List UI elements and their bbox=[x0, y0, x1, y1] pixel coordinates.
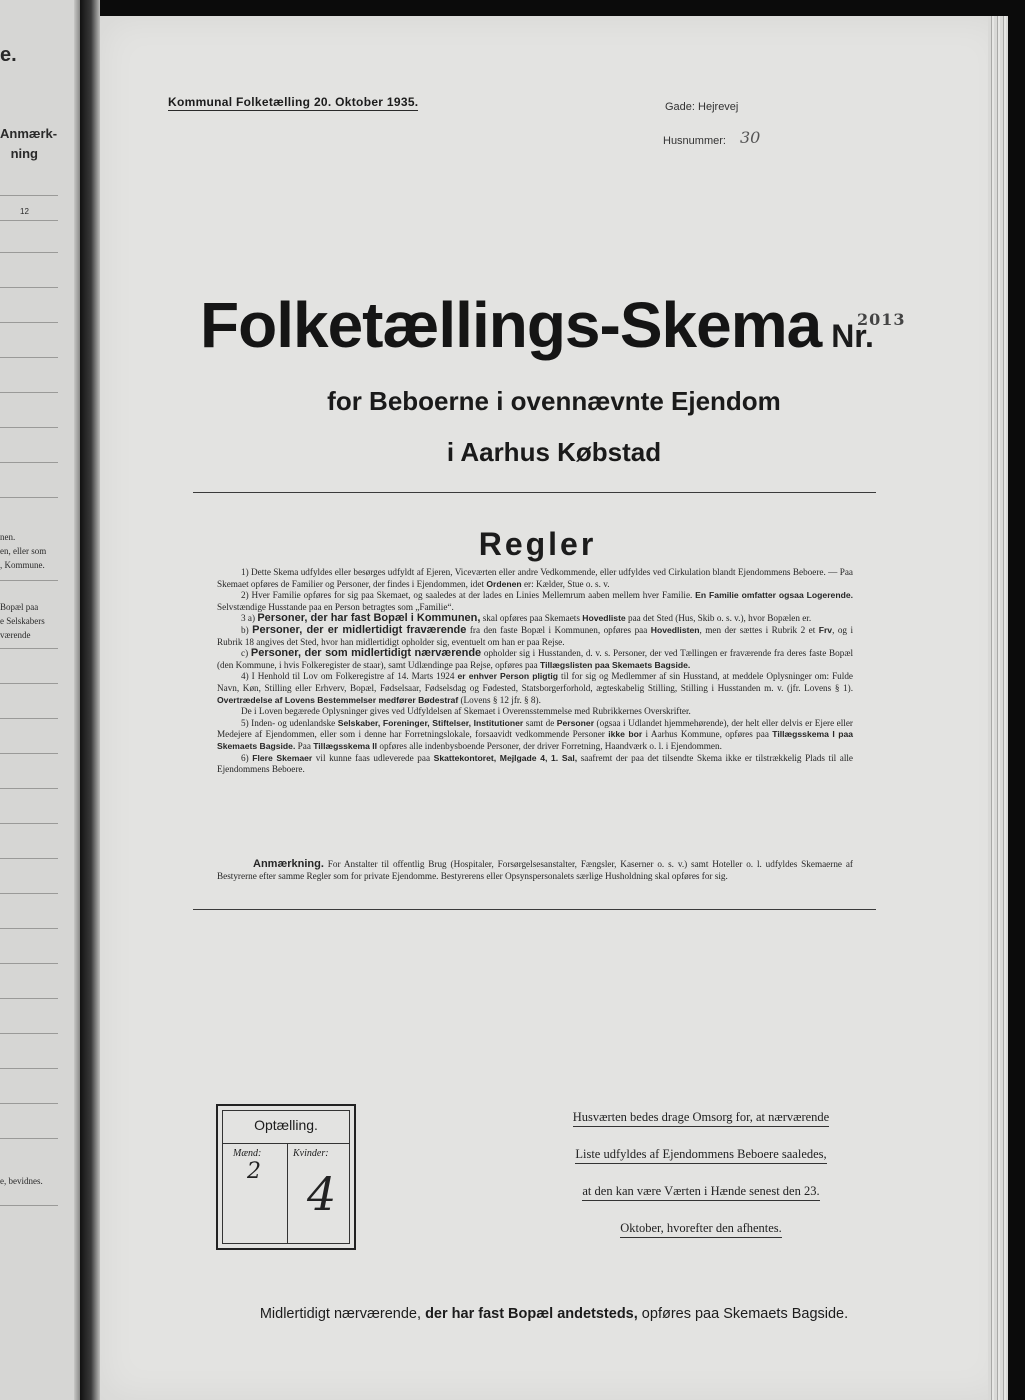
remark-label: Anmærkning. bbox=[253, 858, 324, 870]
left-page-rule bbox=[0, 998, 58, 999]
notice-line: Husværten bedes drage Omsorg for, at nærværende bbox=[573, 1110, 830, 1127]
notice-line: Oktober, hvorefter den afhentes. bbox=[620, 1221, 782, 1238]
rule-4-note: De i Loven begærede Oplysninger gives ved Udfyldelsen af Skemaet i Overensstemmelse med Rubrikkernes Overskrifter. bbox=[241, 706, 691, 717]
form-title-nr-label: Nr. bbox=[831, 318, 874, 354]
rule-3a: 3 a) Personer, der har fast Bopæl i Kommunen, skal opføres paa Skemaets Hovedliste paa det Sted (Hus, Skib o. s. v.), hvor Bopælen er. bbox=[241, 612, 812, 625]
house-number-handwritten: 30 bbox=[740, 128, 761, 147]
left-page-rule bbox=[0, 1068, 58, 1069]
street-field: Gade: Hejrevej bbox=[665, 101, 739, 113]
left-page-fragment-text: Bopæl paa e Selskabers værende bbox=[0, 602, 45, 640]
form-title-main: Folketællings-Skema bbox=[200, 289, 822, 361]
left-page-rule bbox=[0, 1033, 58, 1034]
left-page-rule bbox=[0, 1138, 58, 1139]
left-page-column-header: Anmærk- ning bbox=[0, 126, 58, 161]
notice-line: at den kan være Værten i Hænde senest den 23. bbox=[582, 1184, 819, 1201]
left-page-rule bbox=[0, 427, 58, 428]
count-box bbox=[216, 1104, 356, 1250]
left-page-fragment-text: e, bevidnes. bbox=[0, 1176, 43, 1186]
notice-line: Liste udfyldes af Ejendommens Beboere saaledes, bbox=[575, 1147, 826, 1164]
house-number-label: Husnummer: bbox=[663, 135, 726, 147]
count-box-inner bbox=[222, 1110, 350, 1244]
left-page-rule bbox=[0, 1103, 58, 1104]
landlord-notice bbox=[516, 1110, 886, 1258]
form-subtitle-city: i Aarhus Købstad bbox=[446, 437, 662, 467]
left-page-rule bbox=[0, 322, 58, 323]
left-page-rule bbox=[0, 893, 58, 894]
left-page-rule bbox=[0, 788, 58, 789]
rule-3b: b) Personer, der er midlertidigt fraværende fra den faste Bopæl i Kommunen, opføres paa Hovedlisten, men der sættes i Rubrik 2 et Frv, og i Rubrik 18 angives det Sted, hvor han midlertidigt opholder sig, eventuelt om han er paa Rejse. bbox=[217, 623, 854, 647]
form-subtitle: for Beboerne i ovennævnte Ejendom bbox=[327, 386, 781, 416]
left-page-column-number: 12 bbox=[20, 207, 29, 216]
count-box-divider bbox=[223, 1143, 349, 1144]
left-page-rule bbox=[0, 963, 58, 964]
left-page-rule bbox=[0, 648, 58, 649]
divider-rule bbox=[193, 492, 876, 493]
left-page-rule bbox=[0, 580, 58, 581]
left-page-rule bbox=[0, 1205, 58, 1206]
count-box-title: Optælling. bbox=[254, 1117, 318, 1133]
left-facing-page bbox=[0, 0, 80, 1400]
form-title bbox=[200, 288, 930, 362]
left-page-rule bbox=[0, 462, 58, 463]
form-number: 2013 bbox=[857, 310, 906, 329]
men-label: Mænd: bbox=[233, 1148, 262, 1159]
left-page-rule bbox=[0, 357, 58, 358]
men-count-handwritten: 2 bbox=[247, 1159, 261, 1184]
left-page-rule bbox=[0, 287, 58, 288]
rule-5: 5) Inden- og udenlandske Selskaber, Foreninger, Stiftelser, Institutioner samt de Personer (ogsaa i Udlandet hjemmehørende), der helt eller delvis er Ejere eller Medejere af Ejendommen, eller som i denne har Forretningslokale, forsaavidt vedkommende Personer ikke bor i Aarhus Kommune, opføres paa Tillægsskema I paa Skemaets Bagside. Paa Tillægsskema II opføres alle indenbysboende Personer, der driver Forretning, Haandværk o. l. i Ejendommen. bbox=[217, 717, 854, 751]
left-page-rule bbox=[0, 683, 58, 684]
rules-text bbox=[217, 567, 853, 776]
rule-2: 2) Hver Familie opføres for sig paa Skemaet, og saaledes at der lades en Linies Mellemrum aaben mellem hver Familie. En Familie omfatter ogsaa Logerende. Selvstændige Husstande paa en Person betragtes som „Familie“. bbox=[217, 590, 853, 612]
rule-6: 6) Flere Skemaer vil kunne faas udleverede paa Skattekontoret, Mejlgade 4, 1. Sal, saafremt der paa det tilsendte Skema ikke er tilstrækkelig Plads til alle Ejendommens Beboere. bbox=[217, 752, 854, 775]
left-page-corner-text: e. bbox=[0, 44, 17, 66]
book-binding-gutter bbox=[80, 0, 100, 1400]
left-page-rule bbox=[0, 220, 58, 221]
left-page-rule bbox=[0, 195, 58, 196]
left-page-rule bbox=[0, 858, 58, 859]
census-header: Kommunal Folketælling 20. Oktober 1935. bbox=[168, 95, 419, 109]
left-page-rule bbox=[0, 497, 58, 498]
left-page-rule bbox=[0, 928, 58, 929]
left-page-rule bbox=[0, 753, 58, 754]
rule-4: 4) I Henhold til Lov om Folkeregistre af 14. Marts 1924 er enhver Person pligtig til for sig og Medlemmer af sin Husstand, at meddele Oplysninger om: Fulde Navn, Køn, Stilling eller Erhverv, Bopæl, Fødselsaar, Fødselsdag og Fødested, Statsborgerforhold, ægteskabelig Stilling, Stilling i Husstanden m. v. (jfr. Lovens § 1). Overtrædelse af Lovens Bestemmelser medfører Bødestraf (Lovens § 12 jfr. § 8). bbox=[217, 671, 853, 705]
page-stack-edge bbox=[988, 16, 1008, 1400]
census-form-page bbox=[100, 16, 1008, 1400]
rule-1: 1) Dette Skema udfyldes eller besørges udfyldt af Ejeren, Viceværten eller andre Vedkommende, eller udfyldes ved Cirkulation blandt Ejendommens Beboere. — Paa Skemaet opføres de Familier og Personer, der findes i Ejendommen, idet Ordenen er: Kælder, Stue o. s. v. bbox=[217, 567, 853, 589]
left-page-rule bbox=[0, 823, 58, 824]
rules-heading: Regler bbox=[478, 526, 597, 562]
footer-note: Midlertidigt nærværende, der har fast Bopæl andetsteds, opføres paa Skemaets Bagside. bbox=[259, 1306, 849, 1322]
left-page-rule bbox=[0, 718, 58, 719]
rule-3c: c) Personer, der som midlertidigt nærværende opholder sig i Husstanden, d. v. s. Personer, der ved Tællingen er fraværende fra deres faste Bopæl (den Kommune, i hvis Folkeregister de staar), samt Udlændinge paa Rejse, opføres paa Tillægslisten paa Skemaets Bagside. bbox=[217, 647, 853, 670]
remark-text: For Anstalter til offentlig Brug (Hospitaler, Forsørgelsesanstalter, Fængsler, Kaserner o. s. v.) samt Hoteller o. l. udfyldes Skemaerne af Bestyrerne efter samme Regler som for private Ejendomme. Bestyrerens eller Opsynspersonalets særlige Husholdning skal opføres for sig. bbox=[217, 859, 853, 881]
count-box-column-divider bbox=[287, 1143, 288, 1243]
women-count-handwritten: 4 bbox=[307, 1167, 337, 1221]
remark-paragraph bbox=[217, 859, 853, 882]
women-label: Kvinder: bbox=[293, 1148, 329, 1159]
left-page-rule bbox=[0, 252, 58, 253]
divider-rule bbox=[193, 909, 876, 910]
left-page-fragment-text: nen. en, eller som , Kommune. bbox=[0, 532, 47, 570]
left-page-rule bbox=[0, 392, 58, 393]
